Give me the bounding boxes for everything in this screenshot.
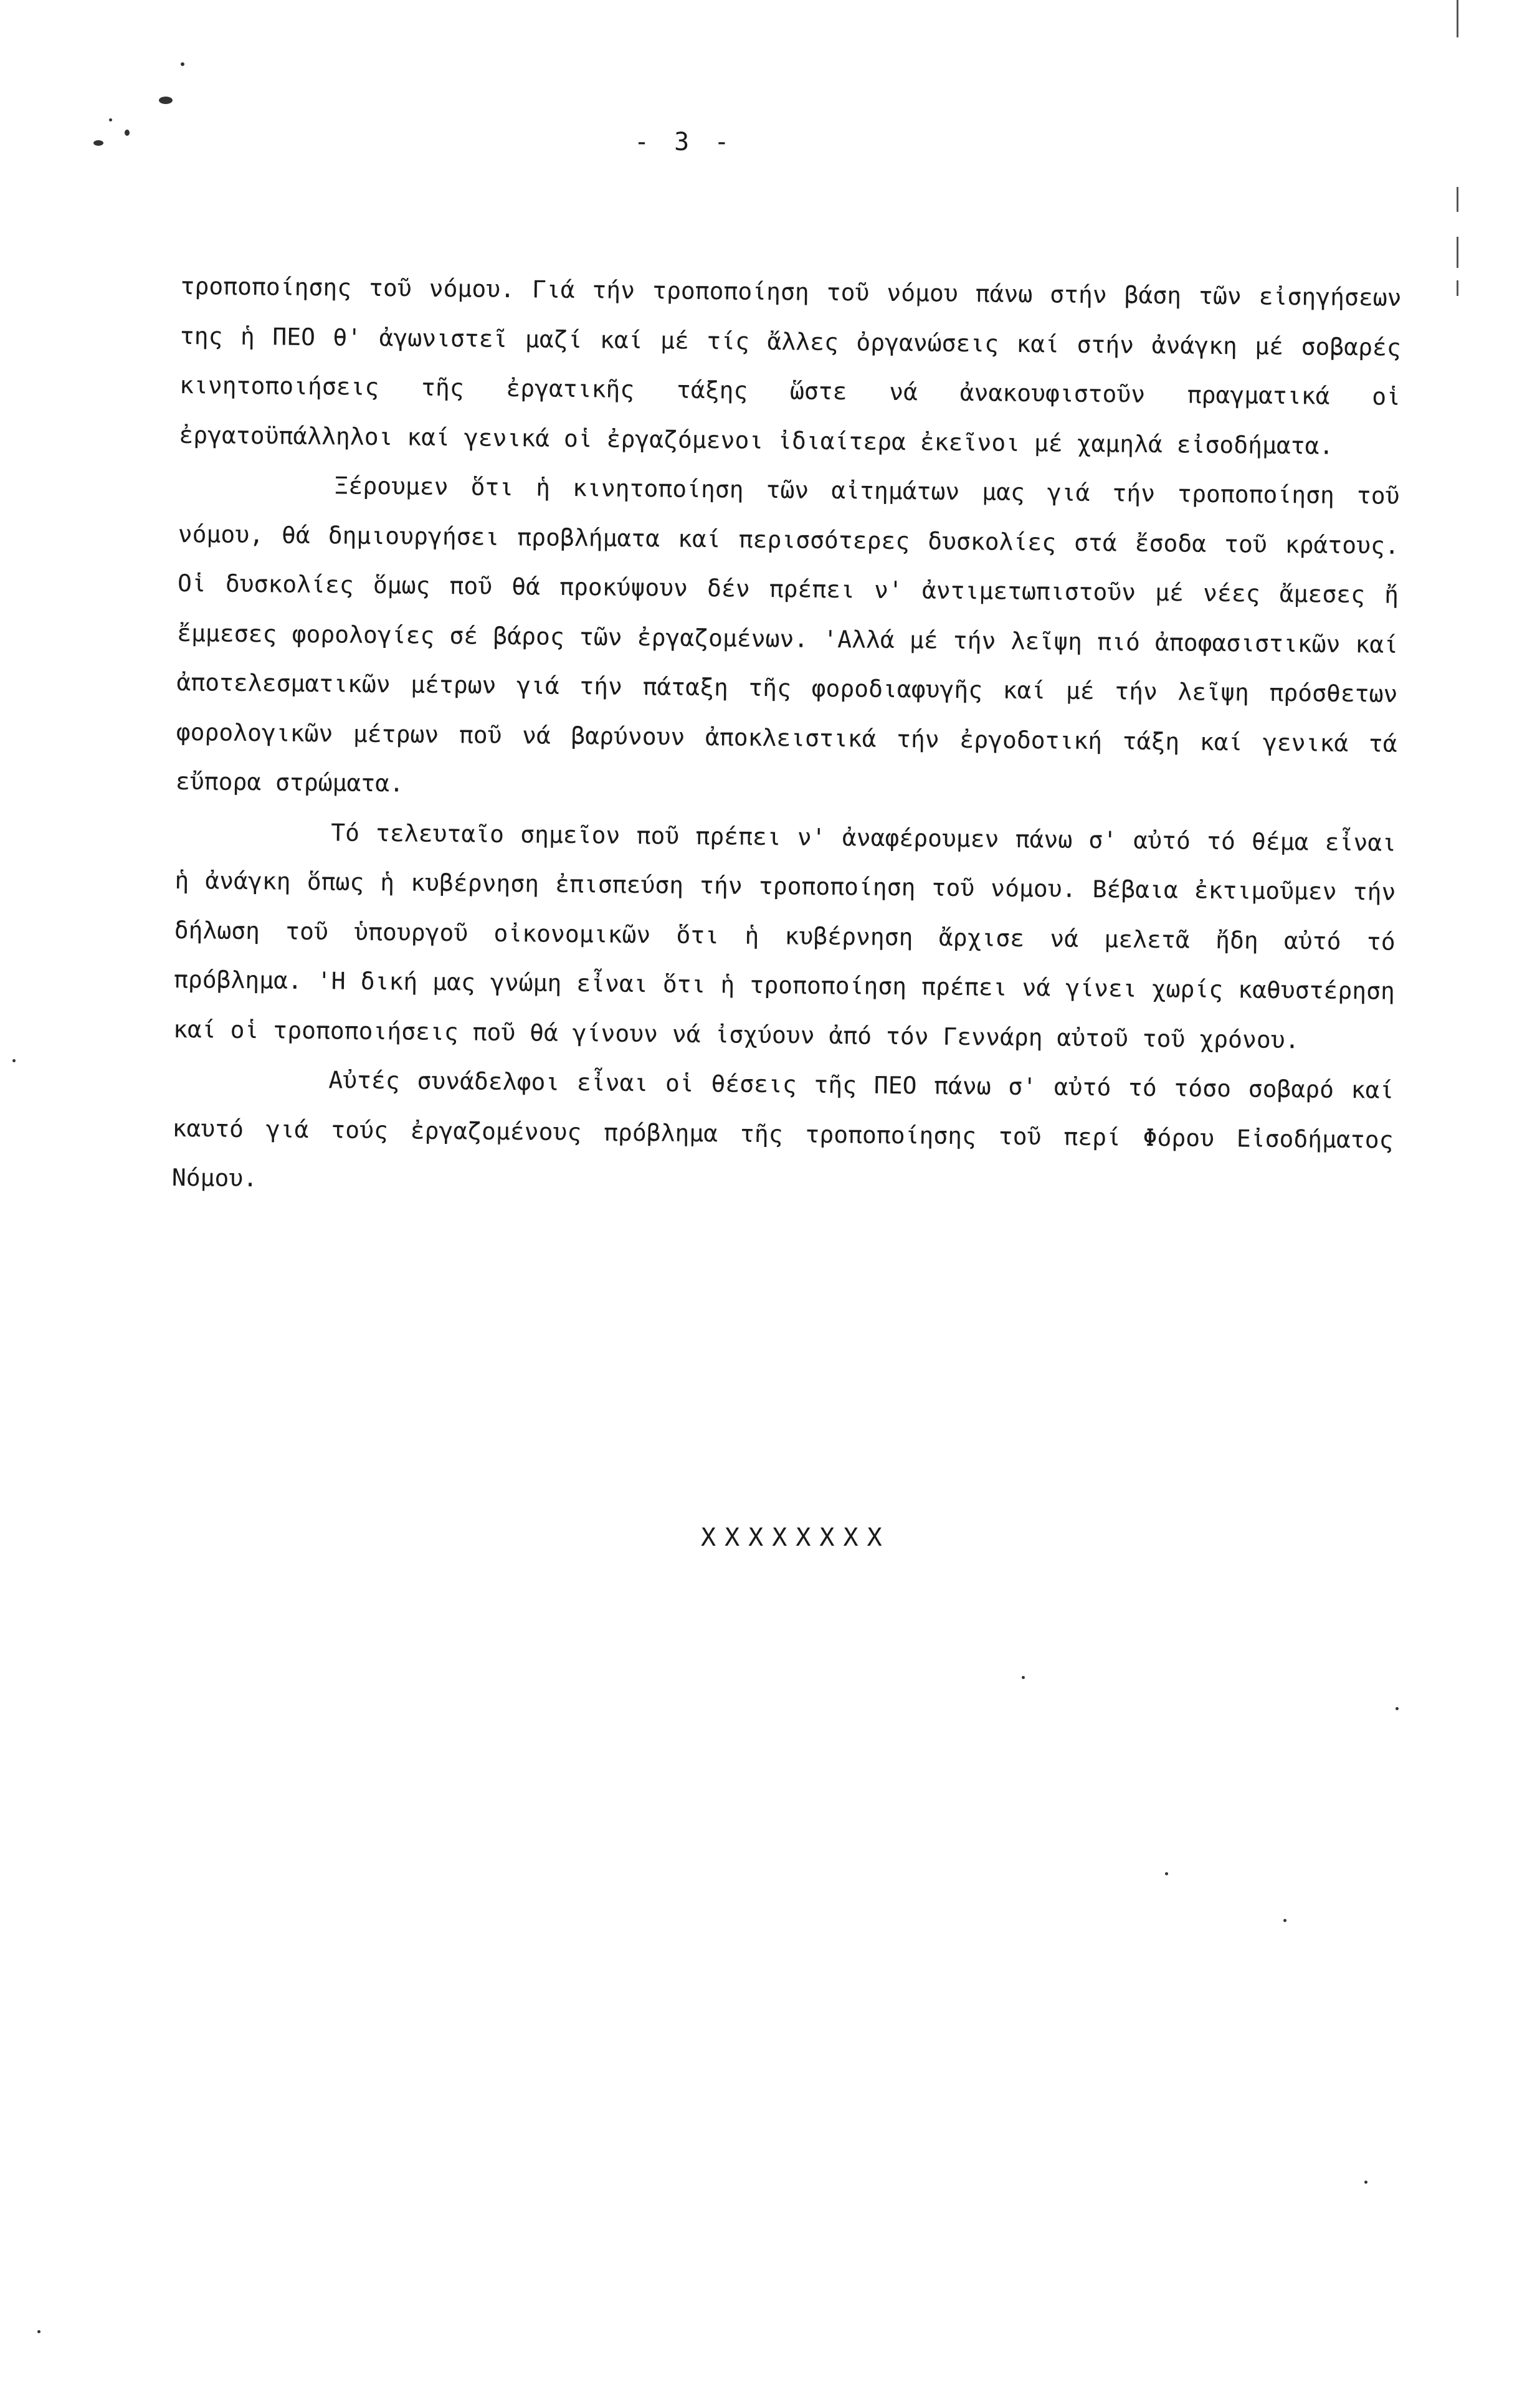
page-number: - 3 - xyxy=(634,128,735,156)
scan-speck xyxy=(1283,1919,1286,1922)
paragraph-1: τροποποίησης τοῦ νόμου. Γιά τήν τροποποίηση τοῦ νόμου πάνω στήν βάση τῶν εἰσηγήσεων της ἡ ΠΕΟ θ' ἀγωνιστεῖ μαζί καί μέ τίς ἄλλες ὀργανώσεις καί στήν ἀνάγκη μέ σοβαρές κινητοποιήσεις τῆς ἐργατικῆς τάξης ὥστε νά ἀνακουφιστοῦν πραγματικά οἱ ἐργατοϋπάλληλοι καί γενικά οἱ ἐργαζόμενοι ἰδιαίτερα ἐκεῖνοι μέ χαμηλά εἰσοδήματα. xyxy=(179,272,1416,460)
scan-speck xyxy=(109,118,112,121)
scan-speck xyxy=(93,140,103,146)
scan-speck xyxy=(37,2330,40,2333)
paragraph-3: Τό τελευταῖο σημεῖον ποῦ πρέπει ν' ἀναφέρουμεν πάνω σ' αὐτό τό θέμα εἶναι ἡ ἀνάγκη ὅπως ἡ κυβέρνηση ἐπισπεύση τήν τροποποίηση τοῦ νόμου. Βέβαια ἐκτιμοῦμεν τήν δήλωση τοῦ ὑπουργοῦ οἰκονομικῶν ὅτι ἡ κυβέρνηση ἄρχισε νά μελετᾶ ἤδη αὐτό τό πρόβλημα. 'Η δική μας γνώμη εἶναι ὅτι ἡ τροποποίηση πρέπει νά γίνει χωρίς καθυστέρηση καί οἱ τροποποιήσεις ποῦ θά γίνουν νά ἰσχύουν ἀπό τόν Γεννάρη αὐτοῦ τοῦ χρόνου. xyxy=(173,818,1411,1054)
scan-speck xyxy=(159,97,173,104)
scan-speck xyxy=(1364,2181,1367,2184)
scan-edge-line xyxy=(1457,280,1458,296)
paragraph-4: Αὐτές συνάδελφοι εἶναι οἱ θέσεις τῆς ΠΕΟ πάνω σ' αὐτό τό τόσο σοβαρό καί καυτό γιά τούς ἐργαζομένους πρόβλημα τῆς τροποποίησης τοῦ περί Φόρου Εἰσοδήματος Νόμου. xyxy=(171,1066,1409,1192)
closing-mark: XXXXXXXX xyxy=(701,1523,891,1552)
scan-edge-line xyxy=(1457,187,1458,212)
scan-edge-line xyxy=(1457,0,1458,37)
scan-speck xyxy=(181,62,184,66)
scan-speck xyxy=(125,130,130,136)
paragraph-2: Ξέρουμεν ὅτι ἡ κινητοποίηση τῶν αἰτημάτων μας γιά τήν τροποποίηση τοῦ νόμου, θά δημιουργήσει προβλήματα καί περισσότερες δυσκολίες στά ἔσοδα τοῦ κράτους. Οἱ δυσκολίες ὅμως ποῦ θά προκύψουν δέν πρέπει ν' ἀντιμετωπιστοῦν μέ νέες ἄμεσες ἤ ἔμμεσες φορολογίες σέ βάρος τῶν ἐργαζομένων. 'Αλλά μέ τήν λεῖψη πιό ἀποφασιστικῶν καί ἀποτελεσματικῶν μέτρων γιά τήν πάταξη τῆς φοροδιαφυγῆς καί μέ τήν λεῖψη πρόσθετων φορολογικῶν μέτρων ποῦ νά βαρύνουν ἀποκλειστικά τήν ἐργοδοτική τάξη καί γενικά τά εὔπορα στρώματα. xyxy=(175,472,1414,797)
scan-speck xyxy=(1165,1872,1168,1875)
scan-edge-line xyxy=(1457,237,1458,268)
scan-speck xyxy=(1022,1676,1025,1679)
scan-speck xyxy=(1396,1707,1399,1710)
body-text xyxy=(171,262,1416,1214)
scan-speck xyxy=(12,1059,16,1062)
